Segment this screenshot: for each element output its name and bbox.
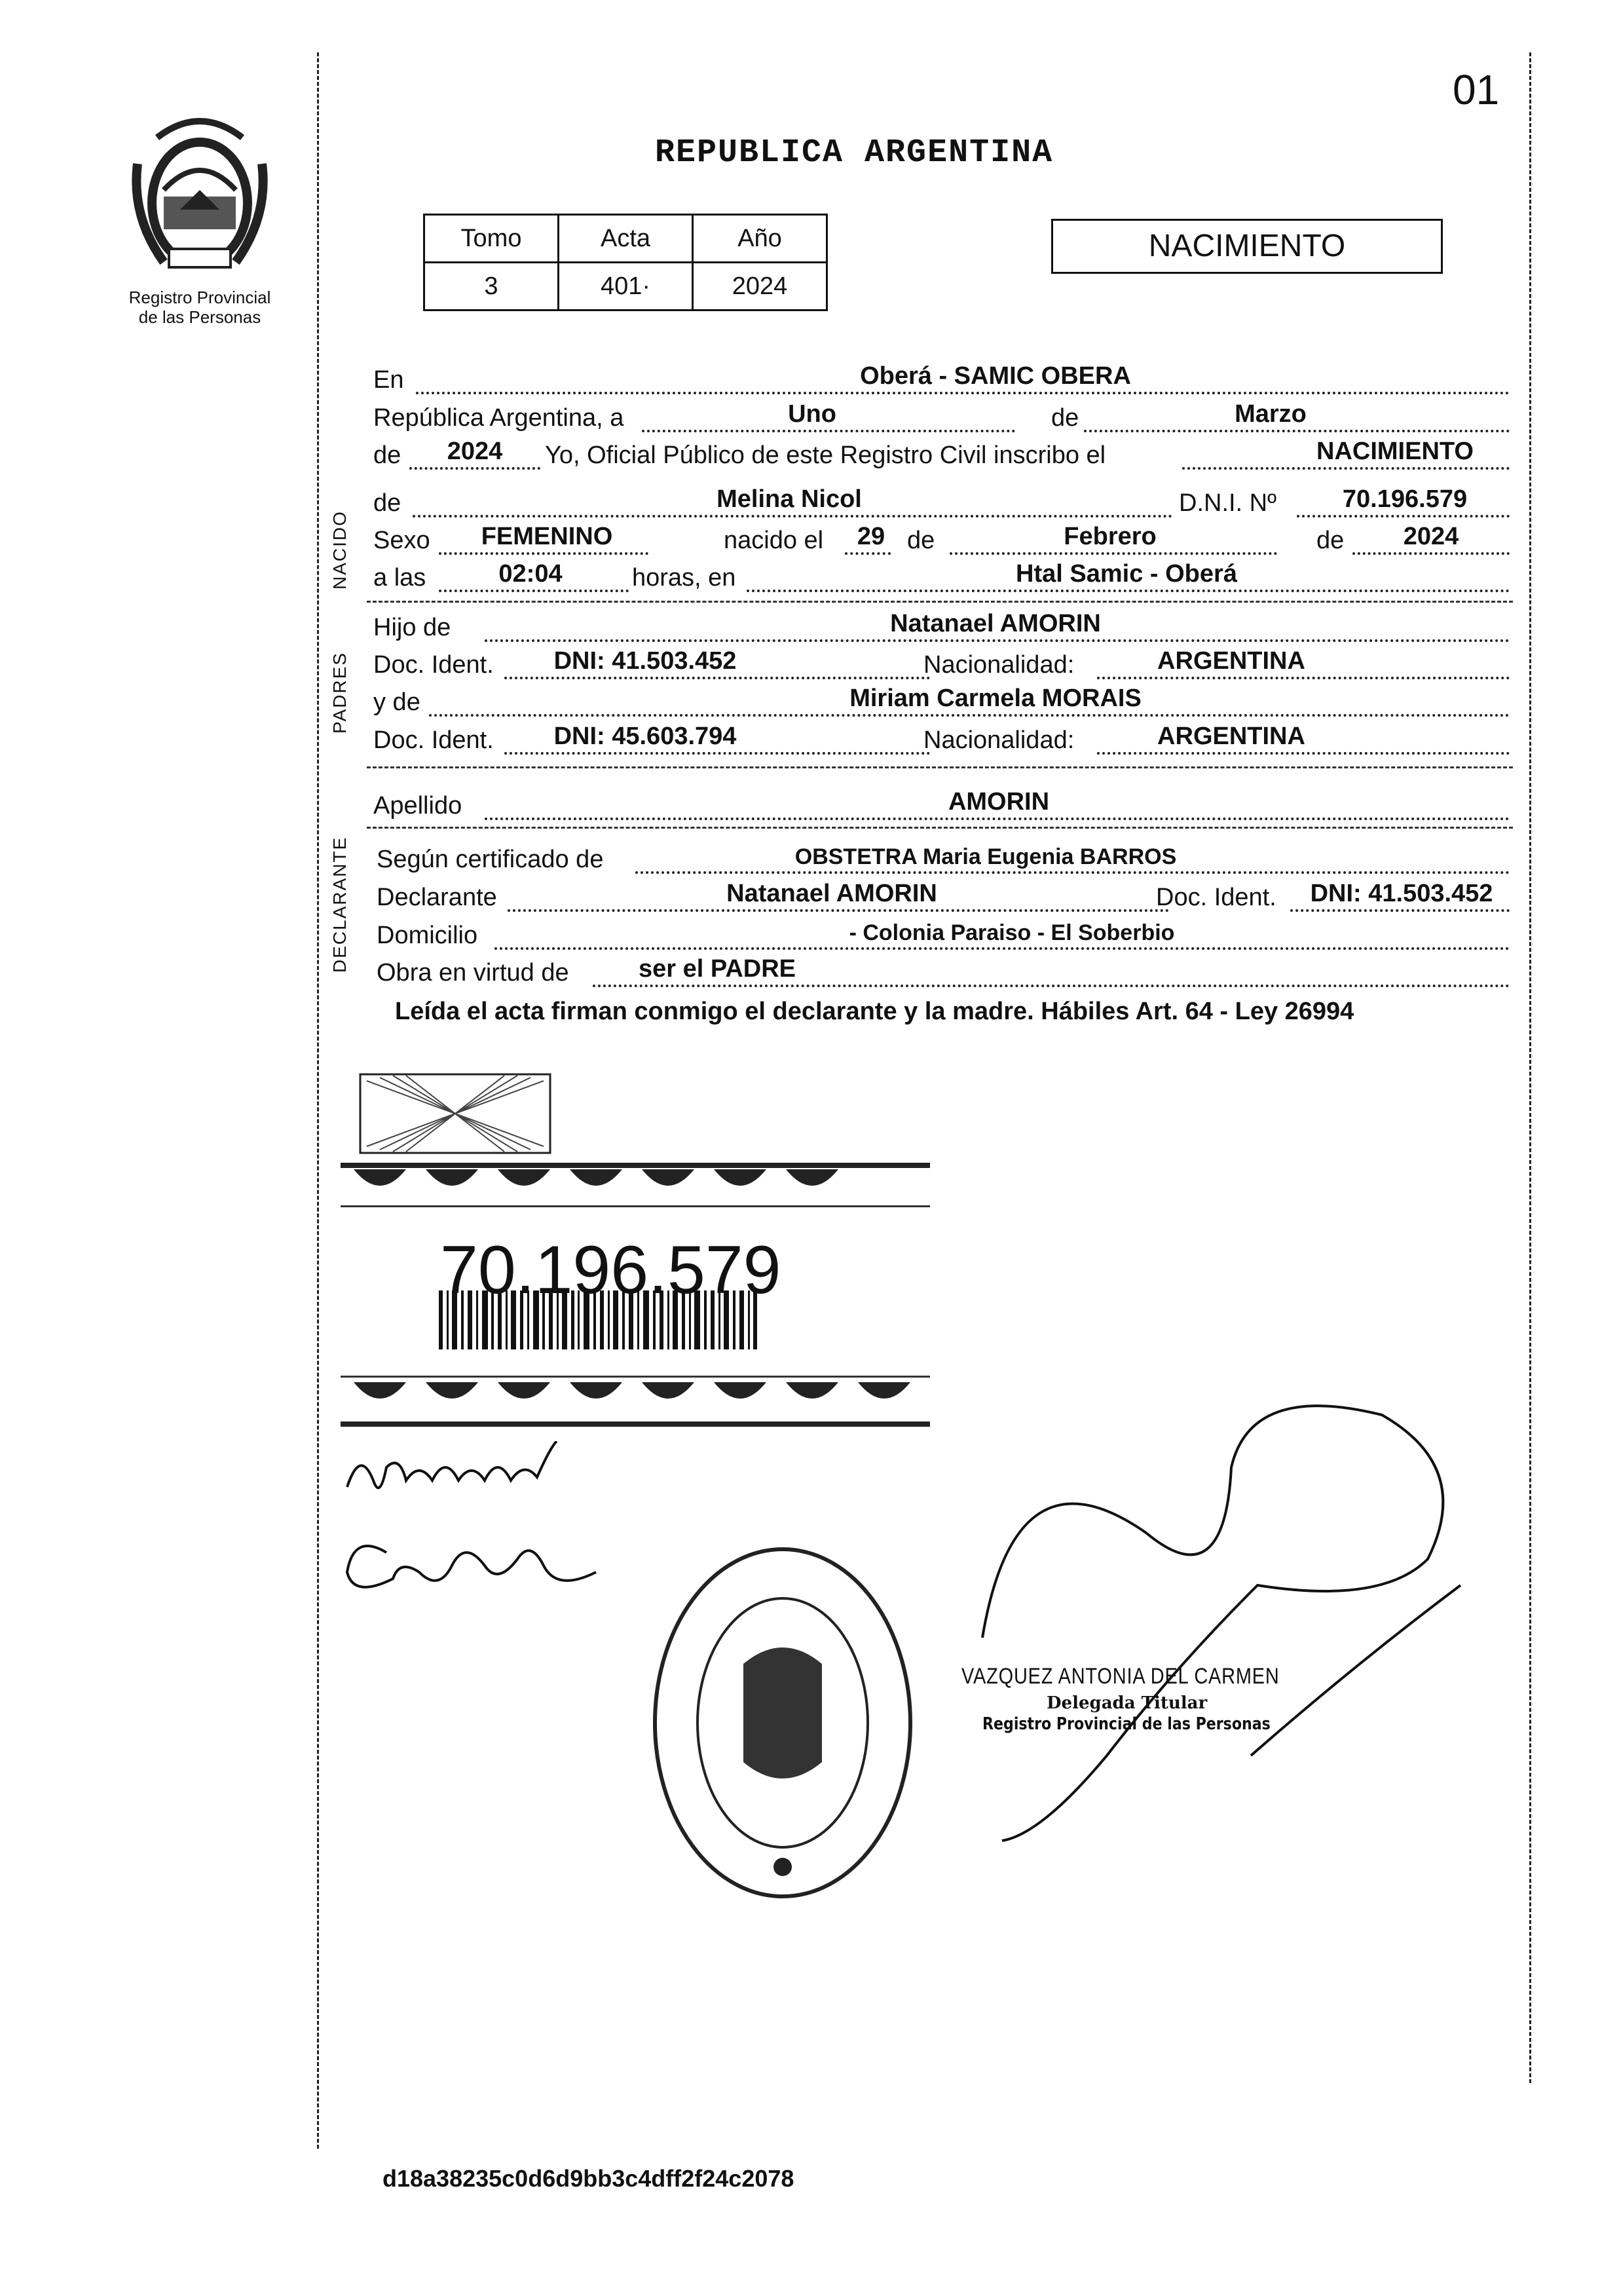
value-dia: Uno [788, 400, 836, 428]
value-lugar-nacimiento: Htal Samic - Oberá [1016, 560, 1237, 588]
page-number: 01 [1453, 66, 1500, 113]
value-certificado: OBSTETRA Maria Eugenia BARROS [794, 844, 1177, 869]
side-label-nacido: NACIDO [329, 510, 350, 590]
value-madre-nacionalidad: ARGENTINA [1157, 723, 1305, 750]
left-margin-line [317, 52, 319, 2149]
side-label-declarante: DECLARANTE [329, 836, 350, 973]
value-declarante: Natanael AMORIN [726, 880, 937, 907]
handwritten-signatures-icon [334, 1441, 616, 1611]
misiones-coat-of-arms-icon [118, 111, 282, 282]
value-lugar-inscripcion: Oberá - SAMIC OBERA [860, 362, 1131, 390]
row-hora: a las 02:04 horas, en Htal Samic - Oberá [373, 558, 1513, 596]
acta-value-acta: 401· [559, 263, 693, 311]
value-hora: 02:04 [498, 560, 563, 588]
row-republica: República Argentina, a Uno de Marzo [373, 398, 1513, 436]
row-madre-doc: Doc. Ident. DNI: 45.603.794 Nacionalidad: ARGENTINA [373, 721, 1513, 759]
value-dni-nacido: 70.196.579 [1342, 485, 1468, 513]
acta-value-tomo: 3 [424, 263, 559, 311]
value-madre: Miriam Carmela MORAIS [849, 685, 1142, 712]
value-inscribo: NACIMIENTO [1316, 438, 1474, 465]
value-padre: Natanael AMORIN [890, 610, 1101, 637]
acta-table [423, 214, 828, 311]
acta-value-anio: 2024 [693, 263, 827, 311]
right-margin-line [1529, 52, 1531, 2083]
acta-type-box: NACIMIENTO [1051, 219, 1443, 274]
acta-header-acta: Acta [559, 215, 693, 263]
value-madre-doc: DNI: 45.603.794 [553, 723, 737, 750]
signer-role: Delegada Titular [1047, 1693, 1208, 1713]
row-domicilio: Domicilio - Colonia Paraiso - El Soberbio [377, 916, 1516, 954]
value-obra: ser el PADRE [638, 955, 796, 983]
barcode-number: 70.196.579 [440, 1232, 781, 1308]
signer-name: VAZQUEZ ANTONIA DEL CARMEN [961, 1664, 1280, 1689]
value-domicilio: - Colonia Paraiso - El Soberbio [849, 920, 1175, 945]
row-apellido: Apellido AMORIN [373, 786, 1513, 824]
acta-header-anio: Año [693, 215, 827, 263]
row-en [373, 360, 1513, 398]
row-inscribo: de 2024 Yo, Oficial Público de este Registro Civil inscribo el NACIMIENTO [373, 436, 1513, 474]
value-anio: 2024 [447, 438, 503, 465]
value-nac-dia: 29 [857, 523, 885, 550]
delegation-round-stamp-icon [645, 1539, 920, 1906]
seal-caption: Registro Provincial de las Personas [128, 288, 271, 327]
side-label-padres: PADRES [329, 651, 350, 734]
row-padre-doc: Doc. Ident. DNI: 41.503.452 Nacionalidad: ARGENTINA [373, 645, 1513, 683]
row-padre: Hijo de Natanael AMORIN [373, 608, 1513, 646]
value-mes: Marzo [1235, 400, 1307, 428]
row-certificado: Según certificado de OBSTETRA Maria Eugenia BARROS [377, 840, 1516, 878]
row-nombre: de Melina Nicol D.N.I. Nº 70.196.579 [373, 483, 1513, 521]
value-declarante-doc: DNI: 41.503.452 [1310, 880, 1493, 907]
document-hash: d18a38235c0d6d9bb3c4dff2f24c2078 [382, 2165, 794, 2192]
value-nac-mes: Febrero [1064, 523, 1157, 550]
value-nac-anio: 2024 [1403, 523, 1459, 550]
value-sexo: FEMENINO [481, 523, 613, 550]
provincial-seal [105, 111, 295, 327]
document-title: REPUBLICA ARGENTINA [655, 134, 1054, 172]
value-padre-nacionalidad: ARGENTINA [1157, 647, 1305, 675]
official-signature-icon [976, 1389, 1487, 1847]
signer-organization: Registro Provincial de las Personas [982, 1714, 1271, 1734]
value-apellido: AMORIN [948, 788, 1050, 816]
closing-text: Leída el acta firman conmigo el declarante y la madre. Hábiles Art. 64 - Ley 26994 [395, 998, 1354, 1025]
value-nombre: Melina Nicol [716, 485, 862, 513]
row-declarante: Declarante Natanael AMORIN Doc. Ident. DNI: 41.503.452 [377, 878, 1516, 916]
acta-header-tomo: Tomo [424, 215, 559, 263]
row-madre: y de Miriam Carmela MORAIS [373, 683, 1513, 721]
signature-block [961, 1664, 1354, 1734]
label-en: En [373, 366, 404, 394]
value-padre-doc: DNI: 41.503.452 [553, 647, 737, 675]
row-obra: Obra en virtud de ser el PADRE [377, 953, 1516, 991]
row-sexo: Sexo FEMENINO nacido el 29 de Febrero de 2024 [373, 521, 1513, 559]
